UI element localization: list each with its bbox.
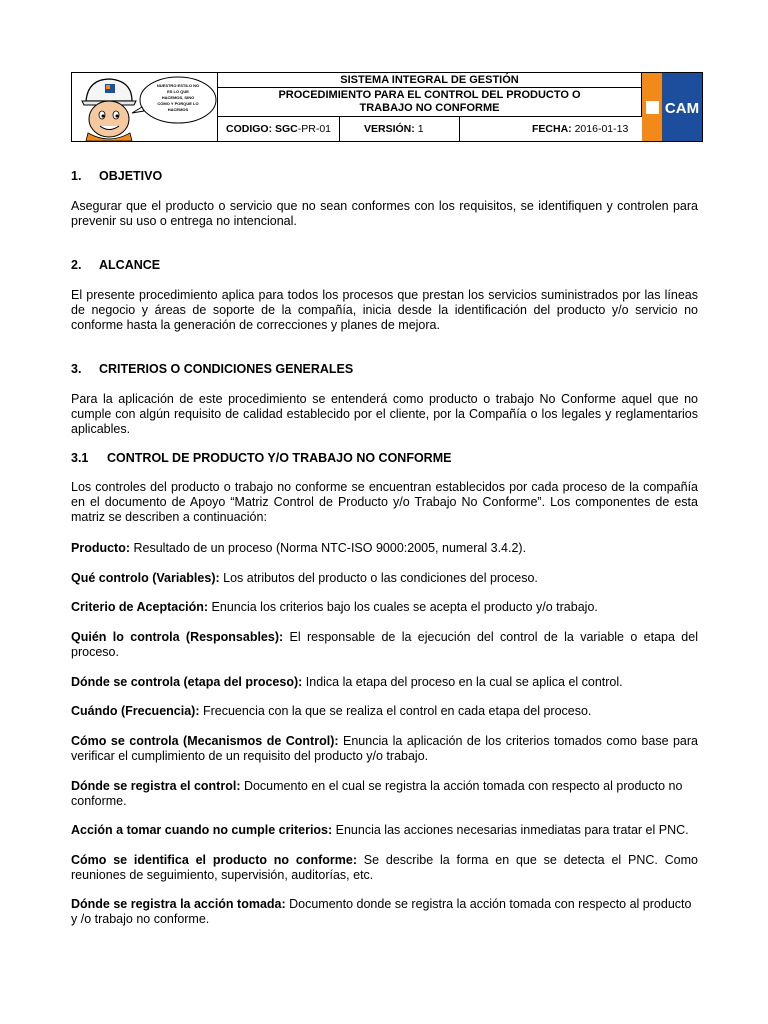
definition-text: Indica la etapa del proceso en la cual se aplica el control. xyxy=(302,675,623,689)
svg-text:HACEMOS: HACEMOS xyxy=(167,107,189,112)
version-value: 1 xyxy=(417,123,424,135)
date-value: 2016-01-13 xyxy=(574,123,629,135)
document-header-table xyxy=(71,72,703,142)
section-paragraph: Para la aplicación de este procedimiento se entenderá como producto o trabajo No Conforme aquel que no cumple con algún requisito de calidad establecido por el cliente, por la Compañía o los legales y reglamentarios aplicables. xyxy=(71,392,698,436)
definition-term: Cómo se controla (Mecanismos de Control): xyxy=(71,734,339,748)
definition-term: Dónde se registra la acción tomada: xyxy=(71,897,286,911)
definition-text: Se describe la forma en que se detecta el PNC. Como reuniones de seguimiento, supervisión, auditorías, etc. xyxy=(71,853,698,882)
svg-text:NUESTRO ESTILO NO: NUESTRO ESTILO NO xyxy=(156,83,200,88)
definition-term: Qué controlo (Variables): xyxy=(71,571,220,585)
definition-text: El responsable de la ejecución del control de la variable o etapa del proceso. xyxy=(71,630,698,659)
section-title: ALCANCE xyxy=(99,258,161,272)
section-title: CONTROL DE PRODUCTO Y/O TRABAJO NO CONFORME xyxy=(107,451,452,465)
svg-text:CÓMO Y PORQUE LO: CÓMO Y PORQUE LO xyxy=(157,101,199,106)
definition-item xyxy=(71,600,698,615)
section-heading xyxy=(71,362,698,377)
definition-item xyxy=(71,897,698,927)
definition-term: Cuándo (Frecuencia): xyxy=(71,704,200,718)
code-label: CODIGO: SGC xyxy=(226,123,298,135)
section-paragraph: El presente procedimiento aplica para todos los procesos que prestan los servicios suministrados por las líneas de negocio y áreas de soporte de la compañía, inicia desde la identificación del producto y/o servicio no conforme hasta la generación de correcciones y planes de mejora. xyxy=(71,288,698,332)
definition-item xyxy=(71,734,698,764)
svg-text:ES LO QUE: ES LO QUE xyxy=(167,89,189,94)
section-heading xyxy=(71,169,698,184)
section-title: OBJETIVO xyxy=(99,169,163,183)
definition-term: Dónde se registra el control: xyxy=(71,779,241,793)
section-number: 3.1 xyxy=(71,451,89,465)
definition-text: Documento en el cual se registra la acción tomada con respecto al producto no conforme. xyxy=(71,779,683,808)
cam-logo-graphic xyxy=(642,73,702,141)
code-value: -PR-01 xyxy=(297,123,332,135)
definition-text: Enuncia los criterios bajo los cuales se acepta el producto y/o trabajo. xyxy=(208,600,598,614)
definition-item xyxy=(71,704,698,719)
section-number: 3. xyxy=(71,362,82,376)
definition-term: Quién lo controla (Responsables): xyxy=(71,630,284,644)
definition-text: Enuncia las acciones necesarias inmediatas para tratar el PNC. xyxy=(332,823,689,837)
section-paragraph: Asegurar que el producto o servicio que no sean conformes con los requisitos, se identifiquen y controlen para prevenir su uso o entrega no intencional. xyxy=(71,199,698,228)
document-title-cell xyxy=(218,73,642,117)
version-label: VERSIÓN: xyxy=(364,123,415,135)
definition-term: Producto: xyxy=(71,541,131,555)
definition-term: Acción a tomar cuando no cumple criterios: xyxy=(71,823,333,837)
mascot-illustration xyxy=(72,73,218,141)
section-title: CRITERIOS O CONDICIONES GENERALES xyxy=(99,362,354,376)
date-label: FECHA: xyxy=(532,123,572,135)
mascot-cell xyxy=(72,73,218,141)
definition-item xyxy=(71,823,698,838)
system-title: SISTEMA INTEGRAL DE GESTIÓN xyxy=(340,74,519,86)
document-title: PROCEDIMIENTO PARA EL CONTROL DEL PRODUCTO O TRABAJO NO CONFORME xyxy=(218,87,641,115)
version-cell xyxy=(340,117,460,141)
definition-text: Frecuencia con la que se realiza el control en cada etapa del proceso. xyxy=(199,704,592,718)
section-heading xyxy=(71,258,698,273)
definition-term: Criterio de Aceptación: xyxy=(71,600,209,614)
definition-item xyxy=(71,541,698,556)
definition-item xyxy=(71,779,698,809)
definition-term: Cómo se identifica el producto no conforme: xyxy=(71,853,357,867)
section-number: 2. xyxy=(71,258,82,272)
definition-term: Dónde se controla (etapa del proceso): xyxy=(71,675,303,689)
definition-text: Los atributos del producto o las condiciones del proceso. xyxy=(219,571,538,585)
cam-logo xyxy=(642,73,702,141)
definition-text: Enuncia la aplicación de los criterios tomados como base para verificar el cumplimiento de un requisito del producto y/o trabajo. xyxy=(71,734,699,763)
date-cell xyxy=(460,117,642,141)
code-cell xyxy=(218,117,340,141)
section-heading xyxy=(71,451,698,466)
definition-item xyxy=(71,853,698,883)
logo-text: CAM xyxy=(664,100,700,117)
section-paragraph: Los controles del producto o trabajo no conforme se encuentran establecidos por cada proceso de la compañía en el documento de Apoyo “Matriz Control de Producto y/o Trabajo No Conforme”. Los componentes de esta matriz se describen a continuación: xyxy=(71,480,698,524)
svg-text:HACEMOS, SINO: HACEMOS, SINO xyxy=(161,95,195,100)
section-number: 1. xyxy=(71,169,82,183)
definition-item xyxy=(71,630,698,660)
definition-item xyxy=(71,571,698,586)
speech-bubble-text xyxy=(72,146,73,147)
definition-text: Documento donde se registra la acción tomada con respecto al producto y /o trabajo no conforme. xyxy=(71,897,692,926)
definition-item xyxy=(71,675,698,690)
definition-text: Resultado de un proceso (Norma NTC-ISO 9000:2005, numeral 3.4.2). xyxy=(130,541,527,555)
